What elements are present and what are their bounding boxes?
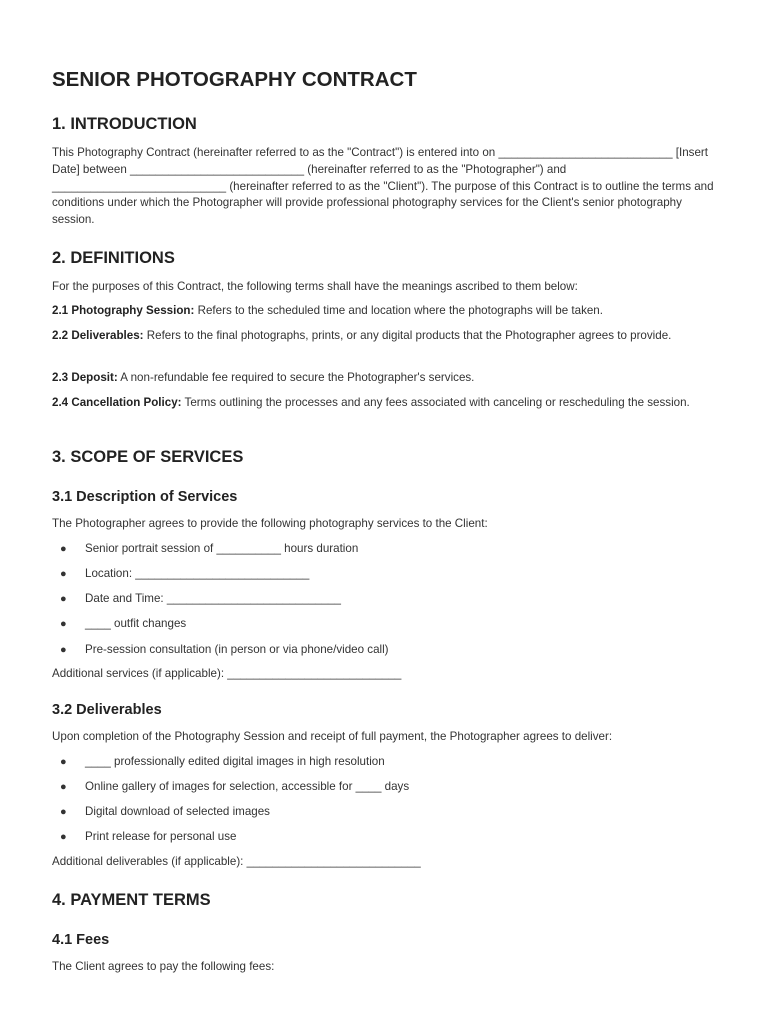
- section-3-1-heading: 3.1 Description of Services: [52, 489, 238, 505]
- additional-deliverables: Additional deliverables (if applicable): ___________________________: [52, 855, 421, 868]
- definition-deposit: [52, 370, 720, 387]
- section-3-1-intro: The Photographer agrees to provide the following photography services to the Client:: [52, 517, 488, 530]
- definition-deliverables: [52, 328, 720, 345]
- section-2-intro: For the purposes of this Contract, the following terms shall have the meanings ascribed to them below:: [52, 280, 578, 293]
- section-4-heading: 4. PAYMENT TERMS: [52, 891, 211, 909]
- bullet-icon: ●: [60, 543, 67, 555]
- section-1-heading: 1. INTRODUCTION: [52, 115, 197, 133]
- section-2-heading: 2. DEFINITIONS: [52, 249, 175, 267]
- section-3-heading: 3. SCOPE OF SERVICES: [52, 448, 244, 466]
- definition-text: Refers to the scheduled time and location where the photographs will be taken.: [194, 304, 603, 317]
- section-1-text: This Photography Contract (hereinafter referred to as the "Contract") is entered into on ___________________________ [Insert Date] between ___________________________ (hereinafter referred to as the "Photographer") and ___________________________ (hereinafter referred to as the "Client"). The purpose of this Contract is to outline the terms and conditions under which the Photographer will provide professional photography services for the Client's senior photography session.: [52, 146, 714, 227]
- bullet-icon: ●: [60, 644, 67, 656]
- bullet-icon: ●: [60, 806, 67, 818]
- definition-cancellation-policy: [52, 395, 720, 412]
- bullet-icon: ●: [60, 618, 67, 630]
- section-4-1-intro: The Client agrees to pay the following fees:: [52, 960, 275, 973]
- bullet-icon: ●: [60, 593, 67, 605]
- definition-text: A non-refundable fee required to secure the Photographer's services.: [117, 371, 475, 384]
- section-3-2-heading: 3.2 Deliverables: [52, 702, 162, 718]
- definition-photography-session: [52, 303, 720, 320]
- definition-term: 2.1 Photography Session:: [52, 304, 195, 317]
- definition-text: Refers to the final photographs, prints, or any digital products that the Photographer agrees to provide.: [143, 329, 672, 342]
- bullet-icon: ●: [60, 831, 67, 843]
- definition-term: 2.2 Deliverables:: [52, 329, 144, 342]
- bullet-icon: ●: [60, 756, 67, 768]
- additional-services: Additional services (if applicable): ___________________________: [52, 667, 402, 680]
- definition-term: 2.4 Cancellation Policy:: [52, 396, 182, 409]
- document-title: SENIOR PHOTOGRAPHY CONTRACT: [52, 68, 417, 91]
- definition-term: 2.3 Deposit:: [52, 371, 118, 384]
- definition-text: Terms outlining the processes and any fees associated with canceling or rescheduling the session.: [181, 396, 690, 409]
- bullet-icon: ●: [60, 781, 67, 793]
- bullet-icon: ●: [60, 568, 67, 580]
- section-4-1-heading: 4.1 Fees: [52, 932, 110, 948]
- section-3-2-intro: Upon completion of the Photography Session and receipt of full payment, the Photographer agrees to deliver:: [52, 730, 613, 743]
